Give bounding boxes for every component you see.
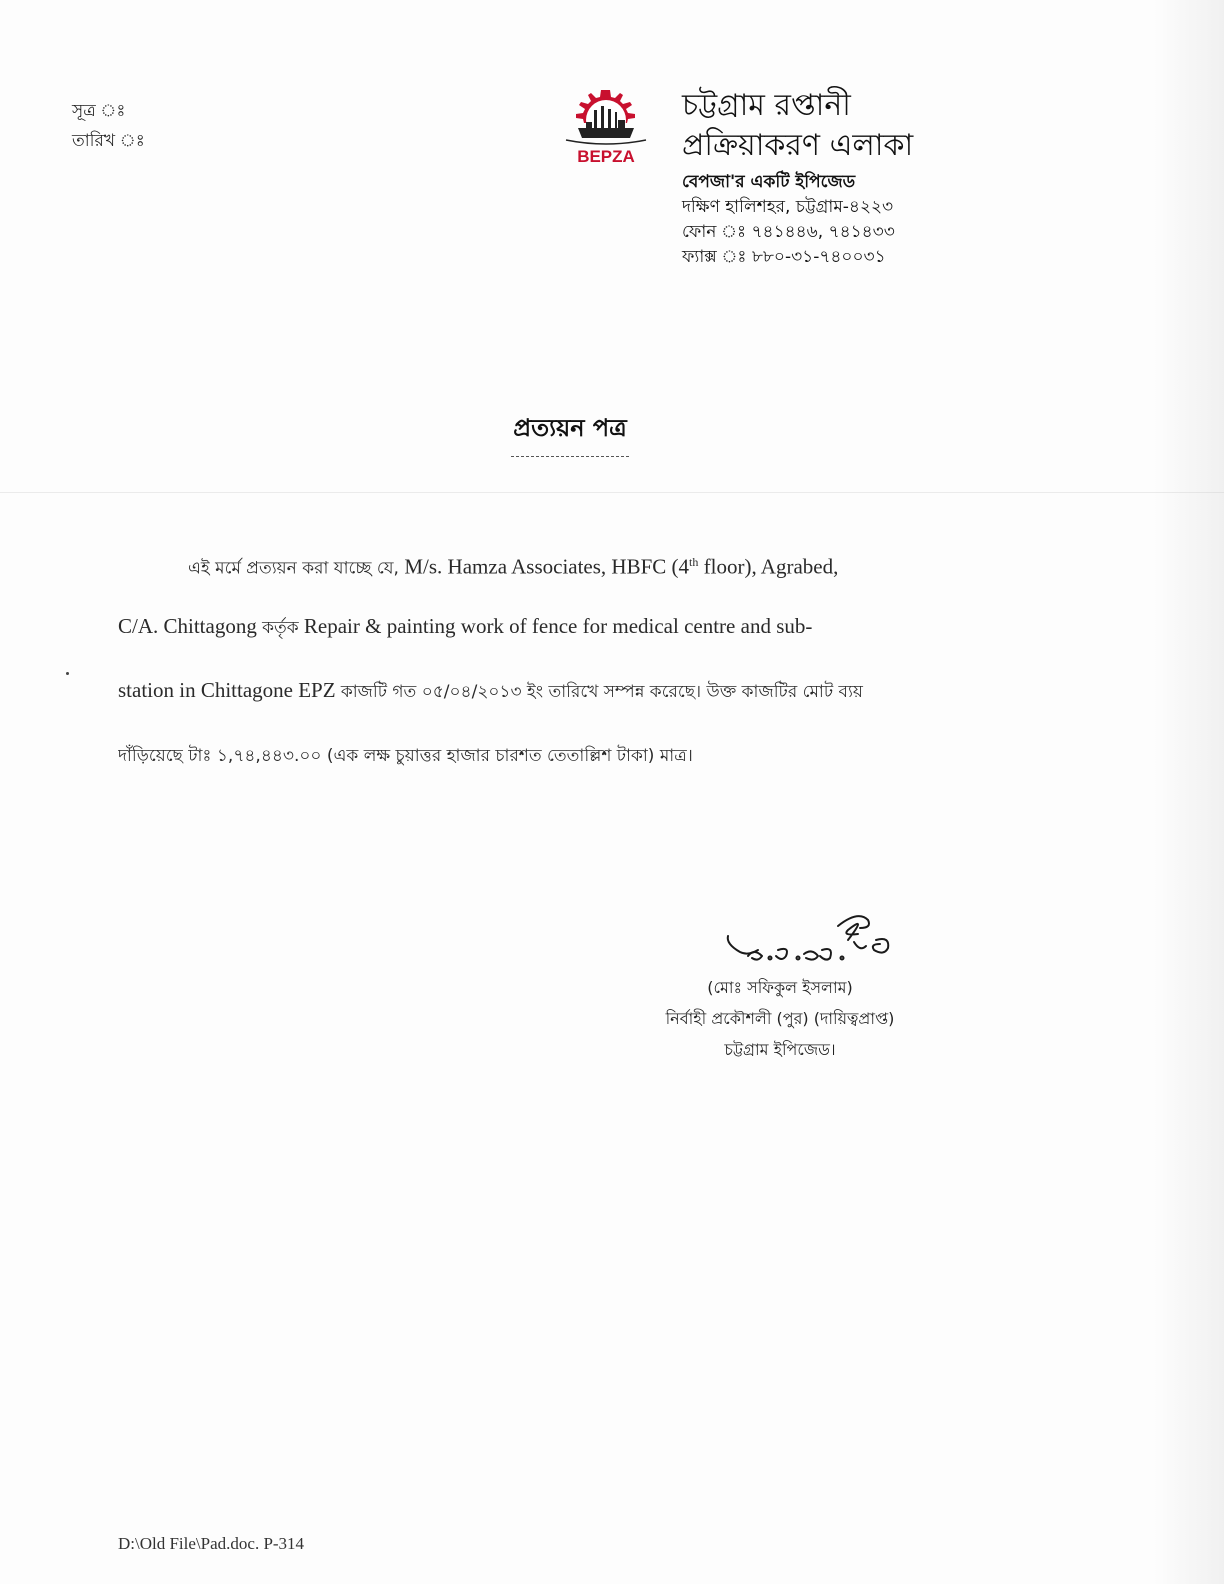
scan-speck [66,672,69,675]
body-line-2-bn: কর্তৃক [262,618,299,638]
signatory-name: (মোঃ সফিকুল ইসলাম) [707,978,853,997]
gear-factory-logo [560,86,652,168]
logo-text: BEPZA [577,147,635,166]
body-line-4 [118,732,1028,796]
body-line-1-en: M/s. Hamza Associates, HBFC (4 [404,554,690,579]
body-line-4-bn: দাঁড়িয়েছে টাঃ ১,৭৪,৪৪৩.০০ (এক লক্ষ চুয়াত্তর হাজার চারশত তেতাল্লিশ টাকা) মাত্র। [118,746,693,766]
org-address: দক্ষিণ হালিশহর, চট্টগ্রাম-৪২২৩ [682,197,894,217]
file-path-footer: D:\Old File\Pad.doc. P-314 [118,1534,305,1553]
body-line-3-bn: কাজটি গত ০৫/০৪/২০১৩ ইং তারিখে সম্পন্ন করেছে। উক্ত কাজটির মোট ব্যয় [340,682,863,702]
body-line-2-en: C/A. Chittagong [118,614,263,638]
certificate-body [118,540,1028,796]
body-line-3-en: station in Chittagone EPZ [118,678,341,702]
signatory-designation: নির্বাহী প্রকৌশলী (পুর) (দায়িত্বপ্রাপ্ত) [665,1009,895,1028]
org-name-line2: প্রক্রিয়াকরণ এলাকা [682,128,914,163]
body-line-2-en2: Repair & painting work of fence for medical centre and sub- [298,614,813,638]
body-line-1 [118,540,1028,604]
date-label: তারিখ ঃ [72,131,145,151]
body-line-2 [118,604,1028,668]
org-fax: ফ্যাক্স ঃ ৮৮০-৩১-৭৪০০৩১ [682,247,886,267]
org-phone: ফোন ঃ ৭৪১৪৪৬, ৭৪১৪৩৩ [682,222,895,242]
paper-fold-line [0,492,1224,493]
document-title [0,410,1140,457]
body-line-3 [118,668,1028,732]
signatory-office: চট্টগ্রাম ইপিজেড। [724,1040,836,1059]
org-name-line1: চট্টগ্রাম রপ্তানী [682,88,851,123]
scan-edge-shade [1154,0,1224,1584]
body-line-1-bn: এই মর্মে প্রত্যয়ন করা যাচ্ছে যে, [188,558,405,579]
reference-block [72,96,145,156]
org-subtitle: বেপজা'র একটি ইপিজেড [682,172,856,192]
signatory-block [620,972,940,1065]
reference-label: সূত্র ঃ [72,101,126,121]
document-title-text: প্রত্যয়ন পত্র [511,410,629,457]
letterhead [682,86,1162,270]
body-line-1-sup: th [689,555,699,569]
body-line-1-en2: floor), Agrabed, [698,554,839,579]
